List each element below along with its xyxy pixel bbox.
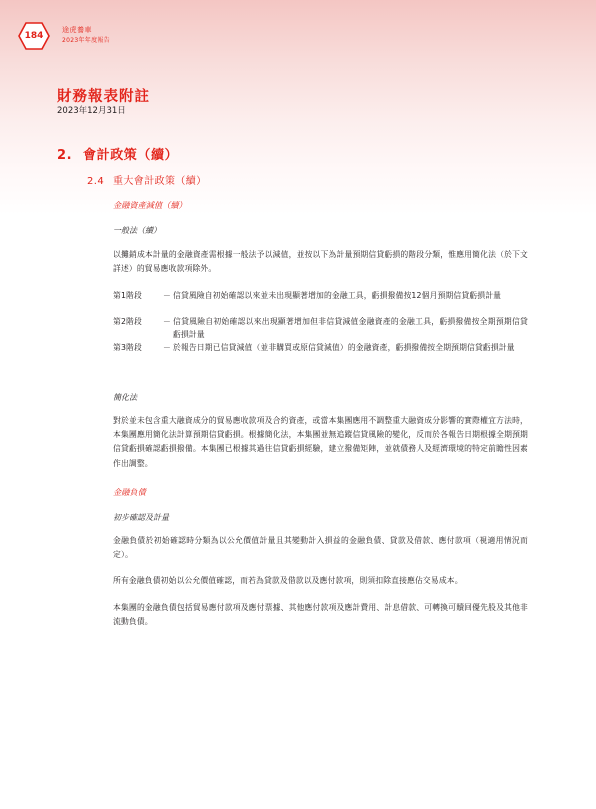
subsection-title: 重大會計政策（續） <box>113 176 207 187</box>
company-name: 途虎養車 <box>62 26 92 34</box>
subsection-number: 2.4 <box>87 176 105 187</box>
section-heading <box>57 144 178 163</box>
page-number-badge <box>18 22 50 50</box>
page-date: 2023年12月31日 <box>57 106 126 116</box>
stage-label: 第2階段 <box>113 317 142 326</box>
stage-item <box>113 316 533 341</box>
financial-liabilities-heading: 金融負債 <box>113 487 146 497</box>
page-title: 財務報表附註 <box>57 89 150 105</box>
page-number: 184 <box>24 31 44 41</box>
stage-dash: － <box>163 317 171 326</box>
subsection-heading <box>87 172 207 187</box>
page-header <box>0 0 596 60</box>
stage-text: 於報告日期已信貸減值（並非購買或原信貸減值）的金融資產，虧損撥備按全期預期信貸虧損計量 <box>173 343 515 352</box>
liabilities-paragraph: 所有金融負債初始以公允價值確認，而若為貸款及借款以及應付款項，則須扣除直接應佔交易成本。 <box>113 576 463 585</box>
stage-dash: － <box>163 291 171 300</box>
simplified-approach-heading: 簡化法 <box>113 393 137 402</box>
impairment-heading: 金融資產減值（續） <box>113 200 187 210</box>
impairment-intro-paragraph: 以攤銷成本計量的金融資產需根據一般法予以減值，並按以下為計量預期信貸虧損的階段分類，惟應用簡化法（於下文詳述）的貿易應收款項除外。 <box>113 250 528 274</box>
section-title: 會計政策（續） <box>83 148 179 163</box>
general-approach-heading: 一般法（續） <box>113 226 161 235</box>
report-name: 2023年年度報告 <box>62 37 110 44</box>
stage-text: 信貸風險自初始確認以來出現顯著增加但非信貸減值金融資產的金融工具，虧損撥備按全期預期信貸虧損計量 <box>173 317 528 339</box>
stage-item <box>113 290 533 303</box>
liabilities-paragraph: 金融負債於初始確認時分類為以公允價值計量且其變動計入損益的金融負債、貸款及借款、應付款項（視適用情況而定）。 <box>113 536 528 560</box>
stage-item <box>113 342 533 355</box>
stage-label: 第3階段 <box>113 343 142 352</box>
stage-text: 信貸風險自初始確認以來並未出現顯著增加的金融工具，虧損撥備按12個月預期信貸虧損計量 <box>173 291 502 300</box>
stage-label: 第1階段 <box>113 291 142 300</box>
liabilities-paragraph: 本集團的金融負債包括貿易應付款項及應付票據、其他應付款項及應計費用、計息借款、可轉換可贖回優先股及其他非流動負債。 <box>113 603 528 627</box>
section-number: 2. <box>57 148 73 163</box>
stage-dash: － <box>163 343 171 352</box>
initial-recognition-heading: 初步確認及計量 <box>113 513 169 522</box>
simplified-approach-paragraph: 對於並未包含重大融資成分的貿易應收款項及合約資產，或當本集團應用不調整重大融資成分影響的實際權宜方法時，本集團應用簡化法計算預期信貸虧損。根據簡化法，本集團並無追蹤信貸風險的變化，反而於各報告日期根據全期預期信貸虧損確認虧損撥備。本集團已根據其過往信貸虧損經驗，建立撥備矩陣，並就債務人及經濟環境的特定前瞻性因素作出調整。 <box>113 416 528 468</box>
